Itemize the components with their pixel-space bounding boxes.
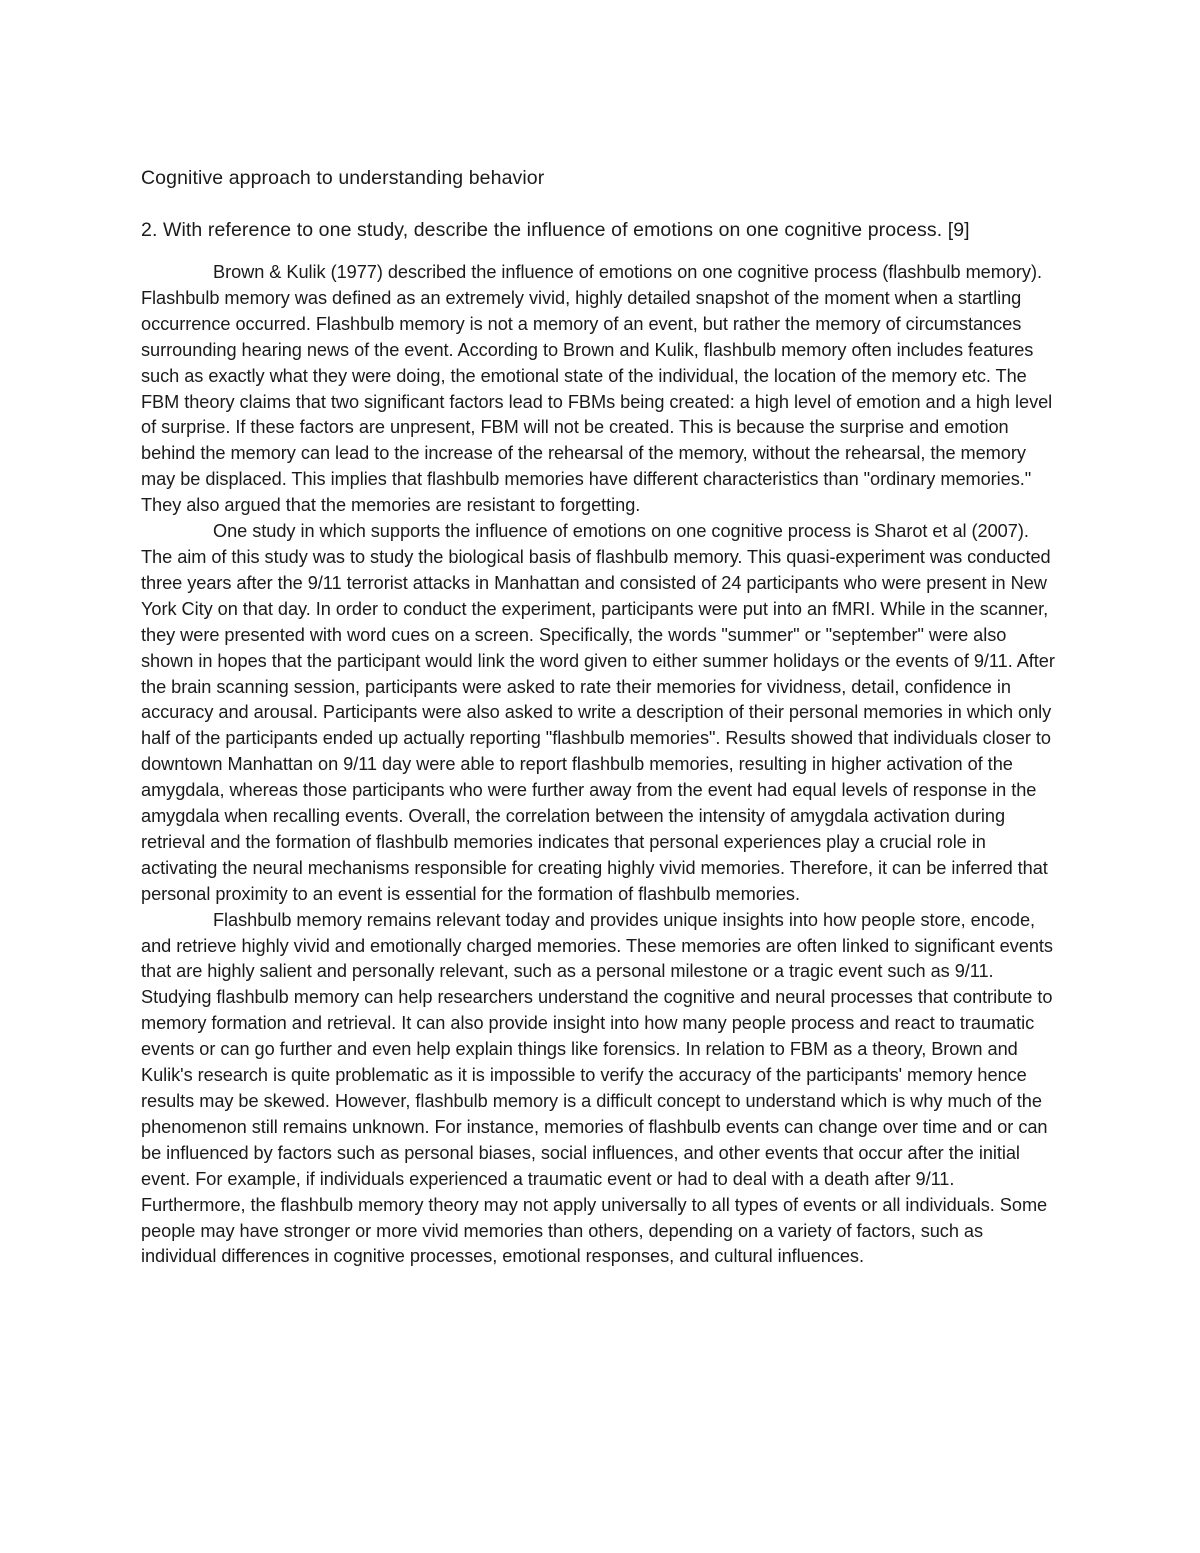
paragraph-sharot-study: One study in which supports the influence of emotions on one cognitive process is Sharot et al (2007). The aim of this study was to study the biological basis of flashbulb memory. This quasi-experiment was conducted three years after the 9/11 terrorist attacks in Manhattan and consisted of 24 participants who were present in New York City on that day. In order to conduct the experiment, participants were put into an fMRI. While in the scanner, they were presented with word cues on a screen. Specifically, the words "summer" or "september" were also shown in hopes that the participant would link the word given to either summer holidays or the events of 9/11. After the brain scanning session, participants were asked to rate their memories for vividness, detail, confidence in accuracy and arousal. Participants were also asked to write a description of their personal memories in which only half of the participants ended up actually reporting "flashbulb memories". Results showed that individuals closer to downtown Manhattan on 9/11 day were able to report flashbulb memories, resulting in higher activation of the amygdala, whereas those participants who were further away from the event had equal levels of response in the amygdala when recalling events. Overall, the correlation between the intensity of amygdala activation during retrieval and the formation of flashbulb memories indicates that personal experiences play a crucial role in activating the neural mechanisms responsible for creating highly vivid memories. Therefore, it can be inferred that personal proximity to an event is essential for the formation of flashbulb memories. bbox=[141, 521, 1055, 904]
paragraph-relevance-evaluation: Flashbulb memory remains relevant today and provides unique insights into how people store, encode, and retrieve highly vivid and emotionally charged memories. These memories are often linked to significant events that are highly salient and personally relevant, such as a personal milestone or a tragic event such as 9/11. Studying flashbulb memory can help researchers understand the cognitive and neural processes that contribute to memory formation and retrieval. It can also provide insight into how many people process and react to traumatic events or can go further and even help explain things like forensics. In relation to FBM as a theory, Brown and Kulik's research is quite problematic as it is impossible to verify the accuracy of the participants' memory hence results may be skewed. However, flashbulb memory is a difficult concept to understand which is why much of the phenomenon still remains unknown. For instance, memories of flashbulb events can change over time and or can be influenced by factors such as personal biases, social influences, and other events that occur after the initial event. For example, if individuals experienced a traumatic event or had to deal with a death after 9/11. Furthermore, the flashbulb memory theory may not apply universally to all types of events or all individuals. Some people may have stronger or more vivid memories than others, depending on a variety of factors, such as individual differences in cognitive processes, emotional responses, and cultural influences. bbox=[141, 909, 1053, 1267]
essay-question: 2. With reference to one study, describe the influence of emotions on one cognitive process. [9] bbox=[141, 219, 970, 241]
document-body bbox=[141, 164, 1061, 1270]
document-title: Cognitive approach to understanding behavior bbox=[141, 167, 545, 189]
paragraph-brown-kulik: Brown & Kulik (1977) described the influence of emotions on one cognitive process (flashbulb memory). Flashbulb memory was defined as an extremely vivid, highly detailed snapshot of the moment when a startling occurrence occurred. Flashbulb memory is not a memory of an event, but rather the memory of circumstances surrounding hearing news of the event. According to Brown and Kulik, flashbulb memory often includes features such as exactly what they were doing, the emotional state of the individual, the location of the memory etc. The FBM theory claims that two significant factors lead to FBMs being created: a high level of emotion and a high level of surprise. If these factors are unpresent, FBM will not be created. This is because the surprise and emotion behind the memory can lead to the increase of the rehearsal of the memory, without the rehearsal, the memory may be displaced. This implies that flashbulb memories have different characteristics than "ordinary memories." They also argued that the memories are resistant to forgetting. bbox=[141, 262, 1053, 516]
